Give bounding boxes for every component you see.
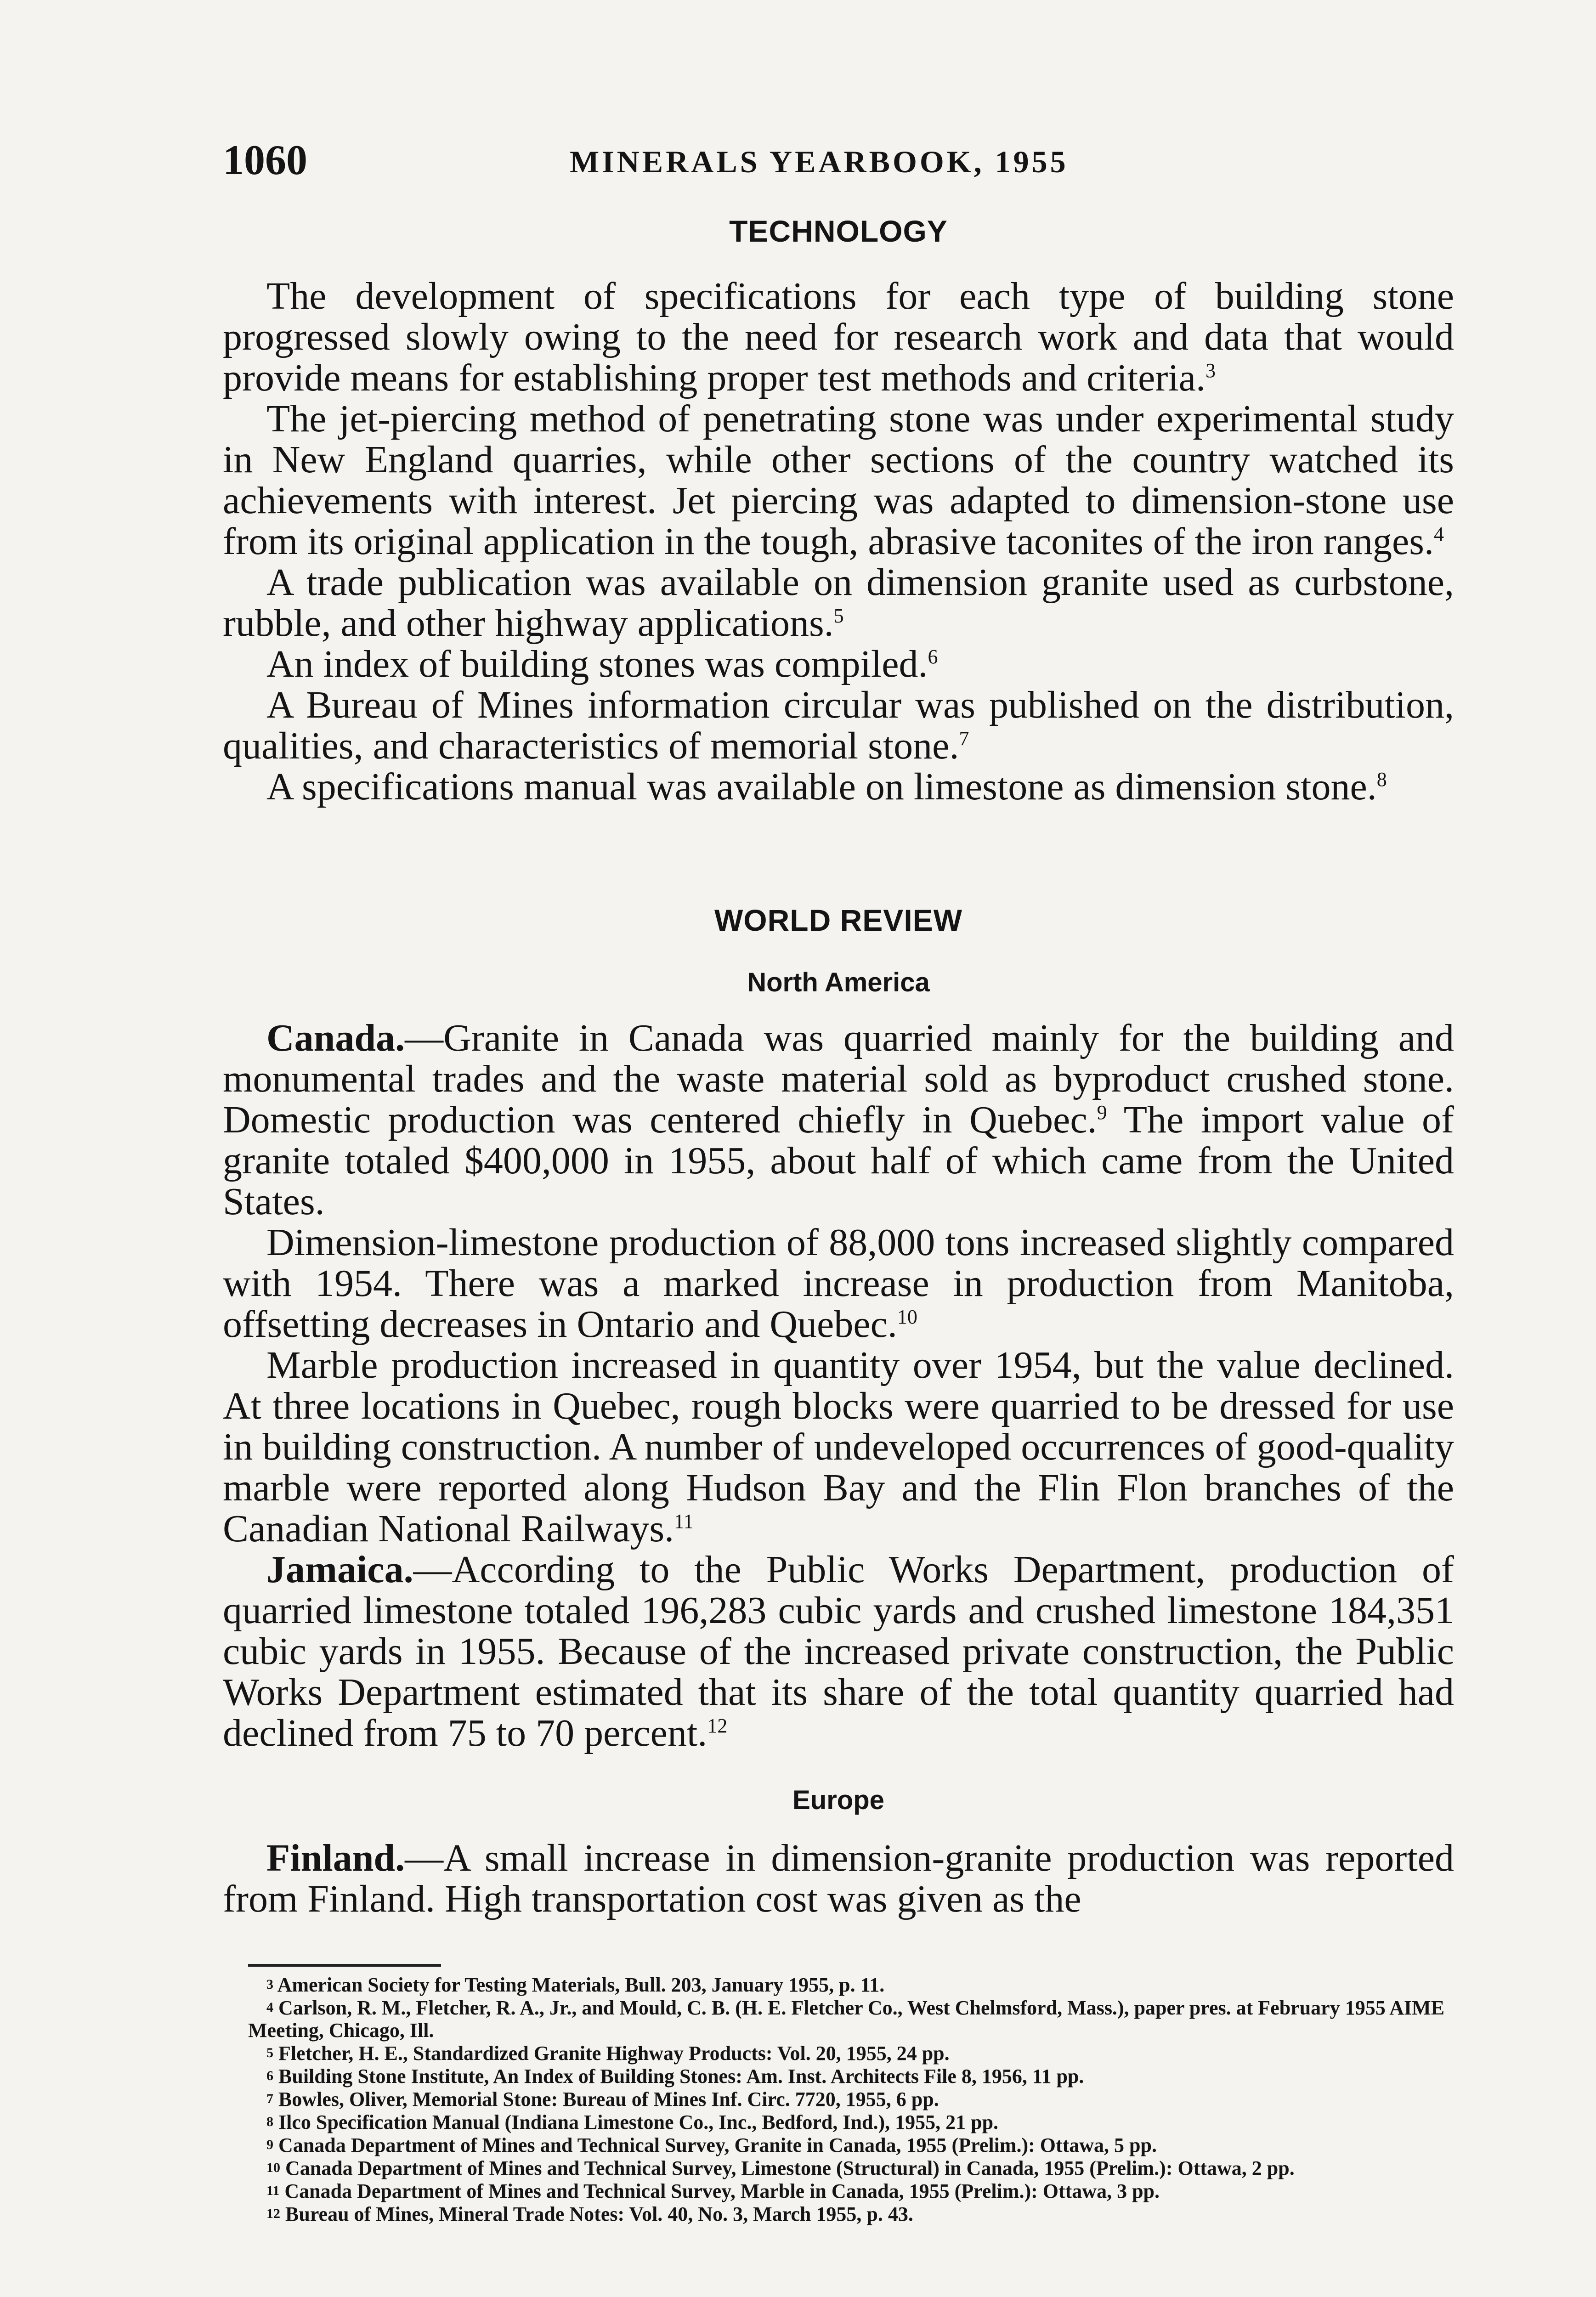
subheading-north-america: North America xyxy=(747,967,930,997)
footnote-ref: 7 xyxy=(959,727,969,750)
paragraph: Dimension-limestone production of 88,000 tons increased slightly compared with 1954. There was a marked increase in production from Manitoba, offsetting decreases in Ontario and Quebec.$^{10}$ xyxy=(223,1221,1454,1346)
paragraph: The jet-piercing method of penetrating stone was under experimental study in New England quarries, while other sections of the country watched its achievements with interest. Jet piercing was adapted to dimension-stone use from its original application in the tough, abrasive taconites of the iron ranges.$^4$ xyxy=(223,397,1454,563)
footnote: 7 Bowles, Oliver, Memorial Stone: Bureau of Mines Inf. Circ. 7720, 1955, 6 pp. xyxy=(266,2088,939,2110)
section-heading-world-review: WORLD REVIEW xyxy=(714,903,962,937)
footnote-ref: 8 xyxy=(1376,768,1387,791)
footnote: 8 Ilco Specification Manual (Indiana Limestone Co., Inc., Bedford, Ind.), 1955, 21 pp. xyxy=(266,2111,999,2133)
paragraph: A Bureau of Mines information circular was published on the distribution, qualities, and characteristics of memorial stone.$^7$ xyxy=(223,684,1454,767)
footnote-ref: 6 xyxy=(928,645,938,668)
footnote-divider xyxy=(248,1964,441,1967)
country-lead: Jamaica. xyxy=(266,1548,413,1591)
country-lead: Finland. xyxy=(266,1837,405,1879)
paragraph: A specifications manual was available on limestone as dimension stone.$^8$ xyxy=(266,765,1387,808)
north-america-section xyxy=(223,1018,1454,1754)
footnote-ref: 10 xyxy=(897,1306,917,1328)
footnote: 5 Fletcher, H. E., Standardized Granite Highway Products: Vol. 20, 1955, 24 pp. xyxy=(266,2042,950,2065)
footnote: 10 Canada Department of Mines and Technical Survey, Limestone (Structural) in Canada, 1955 (Prelim.): Ottawa, 2 pp. xyxy=(266,2157,1295,2179)
europe-section xyxy=(223,1838,1454,1919)
paragraph: An index of building stones was compiled.$^6$ xyxy=(266,643,938,685)
page-header xyxy=(223,136,1454,191)
page-number: 1060 xyxy=(223,136,307,183)
footnotes xyxy=(248,1973,1456,2225)
section-heading-technology: TECHNOLOGY xyxy=(729,214,948,248)
paragraph: The development of specifications for each type of building stone progressed slowly owing to the need for research work and data that would provide means for establishing proper test methods and criteria.$^3$ xyxy=(223,275,1454,399)
paragraph-canada: Canada.—Granite in Canada was quarried mainly for the building and monumental trades and the waste material sold as byproduct crushed stone. Domestic production was centered chiefly in Quebec.$^9$ The import value of granite totaled $400,000 in 1955, about half of which came from the United States. xyxy=(223,1017,1454,1223)
paragraph-jamaica: Jamaica.—According to the Public Works Department, production of quarried limestone totaled 196,283 cubic yards and crushed limestone 184,351 cubic yards in 1955. Because of the increased private construction, the Public Works Department estimated that its share of the total quantity quarried had declined from 75 to 70 percent.$^{12}$ xyxy=(223,1548,1454,1754)
country-lead: Canada. xyxy=(266,1017,405,1059)
footnote: 3 American Society for Testing Materials, Bull. 203, January 1955, p. 11. xyxy=(266,1974,885,1996)
footnote-ref: 4 xyxy=(1433,523,1444,545)
paragraph: Marble production increased in quantity over 1954, but the value declined. At three locations in Quebec, rough blocks were quarried to be dressed for use in building construction. A number of undeveloped occurrences of good-quality marble were reported along Hudson Bay and the Flin Flon branches of the Canadian National Railways.$^{11}$ xyxy=(223,1344,1454,1550)
footnote: 9 Canada Department of Mines and Technical Survey, Granite in Canada, 1955 (Prelim.): Ottawa, 5 pp. xyxy=(266,2134,1157,2156)
footnote-ref: 3 xyxy=(1205,359,1216,382)
footnote-ref: 12 xyxy=(707,1714,728,1737)
footnote-ref: 9 xyxy=(1097,1101,1107,1124)
footnote: 11 Canada Department of Mines and Technical Survey, Marble in Canada, 1955 (Prelim.): Ottawa, 3 pp. xyxy=(266,2180,1160,2202)
footnote: 4 Carlson, R. M., Fletcher, R. A., Jr., and Mould, C. B. (H. E. Fletcher Co., West Chelmsford, Mass.), paper pres. at February 1955 AIME Meeting, Chicago, Ill. xyxy=(248,1997,1445,2042)
footnote-ref: 11 xyxy=(674,1510,694,1533)
footnote: 12 Bureau of Mines, Mineral Trade Notes: Vol. 40, No. 3, March 1955, p. 43. xyxy=(266,2203,913,2225)
footnote-ref: 5 xyxy=(833,605,844,627)
running-title: MINERALS YEARBOOK, 1955 xyxy=(570,144,1069,179)
subheading-europe: Europe xyxy=(792,1785,884,1815)
technology-section xyxy=(223,276,1454,807)
paragraph-finland: Finland.—A small increase in dimension-granite production was reported from Finland. High transportation cost was given as the xyxy=(223,1837,1454,1920)
footnote: 6 Building Stone Institute, An Index of Building Stones: Am. Inst. Architects File 8, 1956, 11 pp. xyxy=(266,2065,1084,2088)
paragraph: A trade publication was available on dimension granite used as curbstone, rubble, and other highway applications.$^5$ xyxy=(223,561,1454,645)
